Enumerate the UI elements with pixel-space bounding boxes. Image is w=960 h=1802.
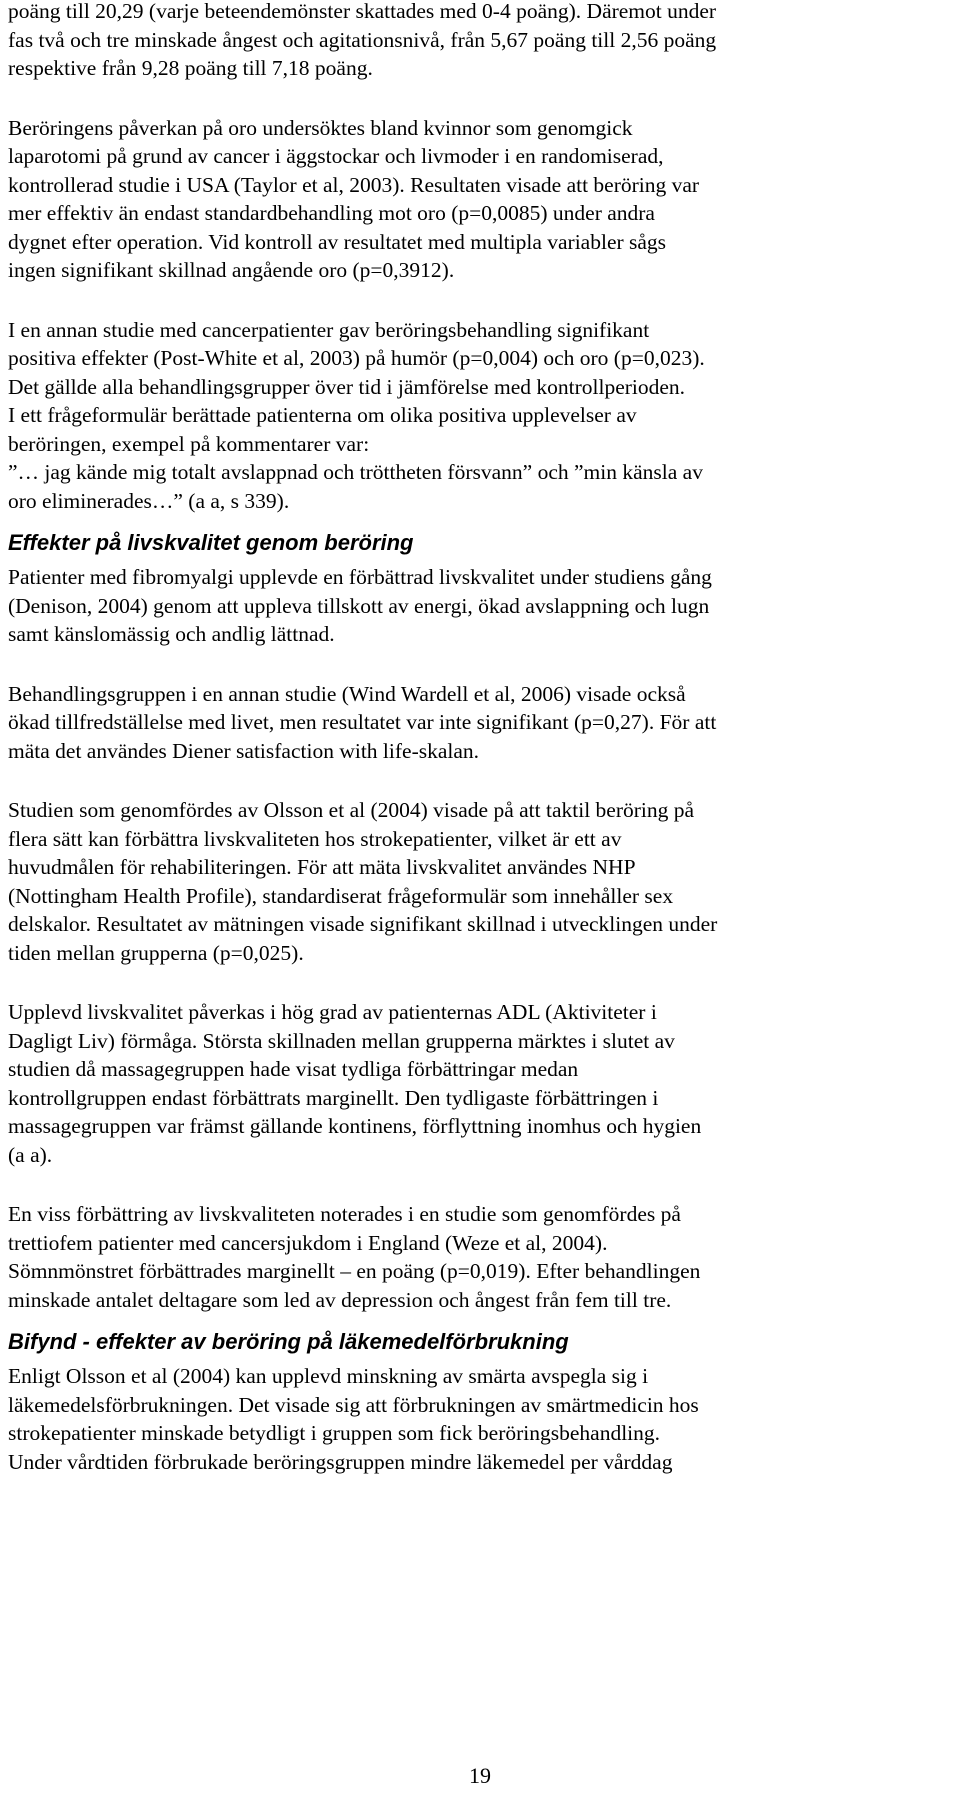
text-line: tiden mellan grupperna (p=0,025).: [8, 940, 304, 965]
text-line: Patienter med fibromyalgi upplevde en förbättrad livskvalitet under studiens gång: [8, 565, 712, 589]
text-line: trettiofem patienter med cancersjukdom i England (Weze et al, 2004).: [8, 1230, 608, 1255]
text-line: massagegruppen var främst gällande kontinens, förflyttning inomhus och hygien: [8, 1114, 702, 1138]
text-line: (Denison, 2004) genom att uppleva tillskott av energi, ökad avslappning och lugn: [8, 593, 710, 618]
text-line: Enligt Olsson et al (2004) kan upplevd minskning av smärta avspegla sig i: [8, 1364, 649, 1388]
text-line: ”… jag kände mig totalt avslappnad och tröttheten försvann” och ”min känsla av: [8, 460, 703, 484]
paragraph: [8, 316, 940, 516]
text-line: laparotomi på grund av cancer i äggstockar och livmoder i en randomiserad,: [8, 144, 664, 168]
text-line: oro eliminerades…” (a a, s 339).: [8, 488, 290, 513]
text-line: fas två och tre minskade ångest och agitationsnivå, från 5,67 poäng till 2,56 poäng: [8, 27, 717, 52]
paragraph: [8, 0, 940, 83]
text-line: Under vårdtiden förbrukade beröringsgruppen mindre läkemedel per vårddag: [8, 1449, 673, 1474]
text-line: beröringen, exempel på kommentarer var:: [8, 431, 370, 456]
text-line: studien då massagegruppen hade visat tydliga förbättringar medan: [8, 1057, 579, 1081]
paragraph-gap: [8, 765, 940, 796]
page-content: [8, 0, 940, 1476]
text-line: poäng till 20,29 (varje beteendemönster skattades med 0-4 poäng). Däremot under: [8, 0, 717, 23]
text-line: kontrollgruppen endast förbättrats marginellt. Den tydligaste förbättringen i: [8, 1085, 659, 1110]
text-line: I ett frågeformulär berättade patienterna om olika positiva upplevelser av: [8, 403, 637, 427]
paragraph-gap: [8, 967, 940, 998]
text-line: minskade antalet deltagare som led av depression och ångest från fem till tre.: [8, 1287, 672, 1312]
paragraph: [8, 1200, 940, 1314]
paragraph: [8, 114, 940, 285]
text-line: flera sätt kan förbättra livskvaliteten hos strokepatienter, vilket är ett av: [8, 826, 622, 851]
text-line: mäta det användes Diener satisfaction with life-skalan.: [8, 738, 480, 763]
text-line: ökad tillfredställelse med livet, men resultatet var inte signifikant (p=0,27). För att: [8, 710, 717, 734]
text-line: ingen signifikant skillnad angående oro (p=0,3912).: [8, 258, 455, 282]
text-line: mer effektiv än endast standardbehandling mot oro (p=0,0085) under andra: [8, 201, 655, 225]
page-number: 19: [469, 1763, 491, 1788]
text-line: samt känslomässig och andlig lättnad.: [8, 622, 335, 646]
text-line: En viss förbättring av livskvaliteten noterades i en studie som genomfördes på: [8, 1202, 681, 1226]
text-line: dygnet efter operation. Vid kontroll av resultatet med multipla variabler sågs: [8, 229, 667, 254]
text-line: läkemedelsförbrukningen. Det visade sig att förbrukningen av smärtmedicin hos: [8, 1392, 699, 1417]
section-heading: Bifynd - effekter av beröring på läkemedelförbrukning: [8, 1329, 569, 1354]
text-line: Det gällde alla behandlingsgrupper över tid i jämförelse med kontrollperioden.: [8, 374, 686, 399]
paragraph: [8, 680, 940, 766]
paragraph-gap: [8, 285, 940, 316]
paragraph: [8, 796, 940, 967]
text-line: positiva effekter (Post-White et al, 2003) på humör (p=0,004) och oro (p=0,023).: [8, 346, 705, 370]
text-line: kontrollerad studie i USA (Taylor et al, 2003). Resultaten visade att beröring var: [8, 172, 700, 197]
text-line: Sömnmönstret förbättrades marginellt – en poäng (p=0,019). Efter behandlingen: [8, 1259, 701, 1283]
paragraph-gap: [8, 649, 940, 680]
section-heading: Effekter på livskvalitet genom beröring: [8, 530, 414, 555]
text-line: I en annan studie med cancerpatienter gav beröringsbehandling signifikant: [8, 317, 650, 342]
paragraph: [8, 1362, 940, 1476]
section-gap: [8, 515, 940, 529]
text-line: Upplevd livskvalitet påverkas i hög grad av patienternas ADL (Aktiviteter i: [8, 1000, 657, 1024]
text-line: huvudmålen för rehabiliteringen. För att mäta livskvalitet användes NHP: [8, 855, 636, 879]
text-line: strokepatienter minskade betydligt i gruppen som fick beröringsbehandling.: [8, 1421, 661, 1445]
text-line: (a a).: [8, 1142, 53, 1167]
paragraph-gap: [8, 1169, 940, 1200]
section-gap: [8, 1314, 940, 1328]
text-line: (Nottingham Health Profile), standardiserat frågeformulär som innehåller sex: [8, 883, 674, 908]
text-line: Behandlingsgruppen i en annan studie (Wind Wardell et al, 2006) visade också: [8, 681, 686, 706]
text-line: Beröringens påverkan på oro undersöktes bland kvinnor som genomgick: [8, 115, 633, 140]
text-line: Studien som genomfördes av Olsson et al (2004) visade på att taktil beröring på: [8, 798, 695, 822]
text-line: Dagligt Liv) förmåga. Största skillnaden mellan grupperna märktes i slutet av: [8, 1028, 675, 1053]
text-line: respektive från 9,28 poäng till 7,18 poäng.: [8, 56, 373, 80]
paragraph: [8, 563, 940, 649]
paragraph: [8, 998, 940, 1169]
paragraph-gap: [8, 83, 940, 114]
text-line: delskalor. Resultatet av mätningen visade signifikant skillnad i utvecklingen under: [8, 912, 718, 936]
